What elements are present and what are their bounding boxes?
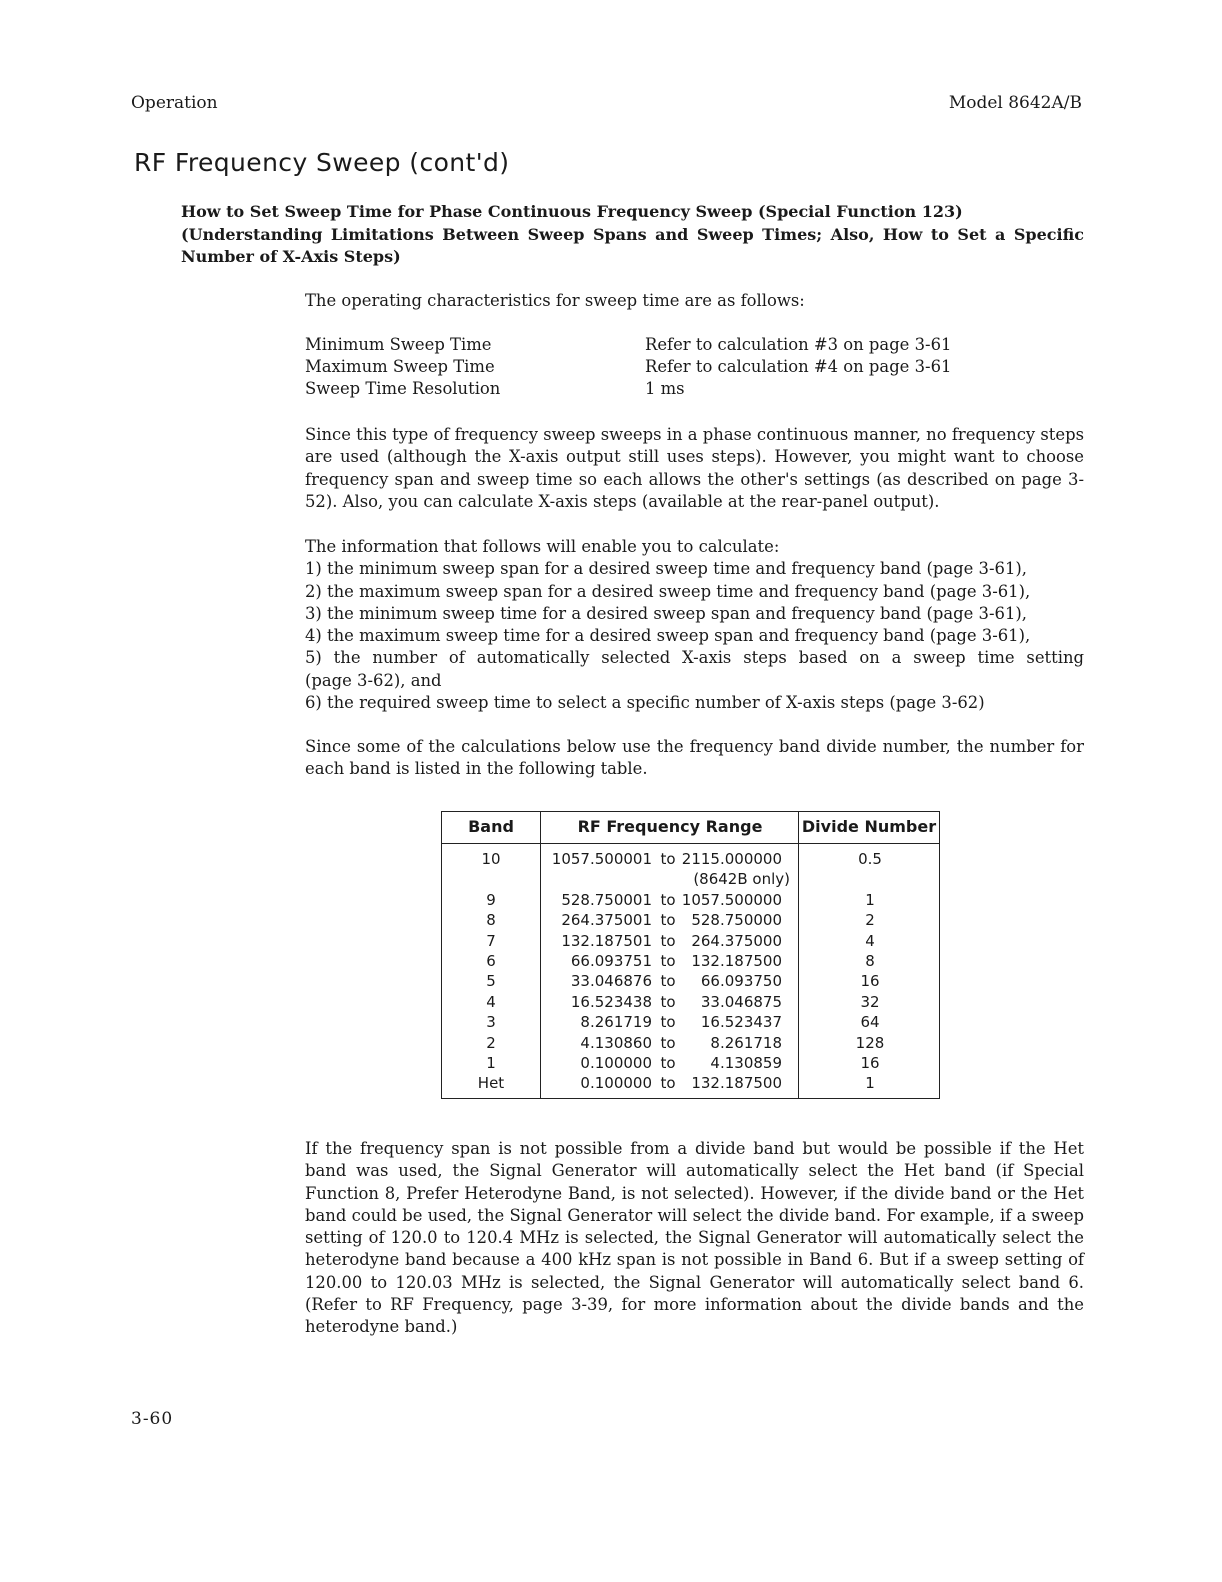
subheading	[181, 201, 1084, 269]
band-divide-table	[441, 811, 940, 1099]
range-to-cell: to	[660, 992, 676, 1011]
band-cell: 3	[486, 1013, 496, 1032]
divide-cell: 16	[860, 1054, 880, 1072]
band-cell: 6	[486, 952, 496, 970]
range-low-cell: 0.100000	[580, 1054, 652, 1072]
characteristic-label: Maximum Sweep Time	[305, 357, 495, 376]
table-header-row	[442, 812, 939, 844]
band-cell: 5	[486, 972, 496, 991]
table-row	[442, 1013, 939, 1033]
band-note: (8642B only)	[693, 870, 790, 889]
range-low-cell: 8.261719	[580, 1013, 652, 1032]
calculation-list	[305, 536, 1084, 714]
table-note-row	[442, 870, 939, 890]
range-high-cell: 132.187500	[691, 952, 782, 970]
characteristic-value: Refer to calculation #3 on page 3-61	[645, 335, 952, 354]
range-low-cell: 0.100000	[580, 1074, 652, 1093]
list-item: 5) the number of automatically selected X-axis steps based on a sweep time setting	[305, 648, 1084, 668]
range-low-cell: 66.093751	[570, 952, 652, 970]
divide-cell: 128	[855, 1033, 885, 1052]
column-header-band: Band	[468, 817, 514, 836]
table-row	[442, 891, 939, 911]
characteristic-row	[305, 379, 985, 401]
band-cell: 9	[486, 890, 496, 909]
band-cell: 2	[486, 1033, 496, 1052]
band-cell: 8	[486, 911, 496, 930]
range-low-cell: 33.046876	[570, 972, 652, 991]
range-high-cell: 33.046875	[700, 992, 782, 1011]
page-number: 3-60	[131, 1409, 174, 1429]
divide-cell: 0.5	[858, 850, 882, 868]
range-high-cell: 66.093750	[700, 972, 782, 991]
range-to-cell: to	[660, 911, 676, 930]
divide-cell: 1	[865, 1074, 875, 1093]
description-paragraph: Since this type of frequency sweep sweeps in a phase continuous manner, no frequency steps are used (although the X-axis output still uses steps). However, you might want to choose frequency span and sweep time so each allows the other's settings (as described on page 3-52). Also, you can calculate X-axis steps (available at the rear-panel output).	[305, 425, 1084, 511]
band-cell: 10	[481, 850, 501, 868]
range-to-cell: to	[660, 1054, 676, 1072]
subheading-line-2: (Understanding Limitations Between Sweep Spans and Sweep Times; Also, How to Set a Specific	[181, 224, 1084, 244]
page-title: RF Frequency Sweep (cont'd)	[134, 148, 510, 177]
column-header-divide: Divide Number	[801, 817, 937, 836]
characteristic-label: Sweep Time Resolution	[305, 379, 501, 398]
characteristic-row	[305, 335, 985, 357]
range-low-cell: 1057.500001	[551, 850, 652, 868]
table-row	[442, 1054, 939, 1074]
band-selection-paragraph: If the frequency span is not possible from a divide band but would be possible if the Het band was used, the Signal Generator will automatically select the Het band (if Special Function 8, Prefer Heterodyne Band, is not selected). However, if the divide band or the Het band could be used, the Signal Generator will select the divide band. For example, if a sweep setting of 120.0 to 120.4 MHz is selected, the Signal Generator will automatically select the heterodyne band because a 400 kHz span is not possible in Band 6. But if a sweep setting of 120.00 to 120.03 MHz is selected, the Signal Generator will automatically select band 6. (Refer to RF Frequency, page 3-39, for more information about the divide bands and the heterodyne band.)	[305, 1139, 1084, 1337]
band-cell: 4	[486, 992, 496, 1011]
list-item: (page 3-62), and	[305, 670, 442, 690]
range-low-cell: 132.187501	[561, 931, 652, 950]
range-to-cell: to	[660, 850, 676, 868]
band-cell: Het	[477, 1074, 505, 1093]
divide-cell: 2	[865, 911, 875, 930]
band-cell: 1	[486, 1054, 496, 1072]
table-row	[442, 932, 939, 952]
range-high-cell: 528.750000	[691, 911, 782, 930]
table-row	[442, 911, 939, 931]
range-low-cell: 264.375001	[561, 911, 652, 930]
header-section: Operation	[131, 93, 218, 113]
table-row	[442, 972, 939, 992]
characteristic-value: Refer to calculation #4 on page 3-61	[645, 357, 952, 376]
table-row	[442, 952, 939, 972]
list-item: 2) the maximum sweep span for a desired sweep time and frequency band (page 3-61),	[305, 581, 1031, 601]
calculation-list-intro: The information that follows will enable you to calculate:	[305, 537, 780, 556]
range-to-cell: to	[660, 1074, 676, 1093]
range-low-cell: 4.130860	[580, 1033, 652, 1052]
table-intro-paragraph: Since some of the calculations below use the frequency band divide number, the number for each band is listed in the following table.	[305, 737, 1084, 779]
range-to-cell: to	[660, 952, 676, 970]
characteristic-row	[305, 357, 985, 379]
header-model: Model 8642A/B	[948, 93, 1082, 113]
table-row	[442, 1074, 939, 1094]
subheading-line-1: How to Set Sweep Time for Phase Continuous Frequency Sweep (Special Function 123)	[181, 202, 963, 221]
list-item: 1) the minimum sweep span for a desired sweep time and frequency band (page 3-61),	[305, 559, 1027, 579]
divide-cell: 32	[860, 992, 880, 1011]
list-item: 4) the maximum sweep time for a desired sweep span and frequency band (page 3-61),	[305, 626, 1031, 646]
table-row	[442, 993, 939, 1013]
characteristic-value: 1 ms	[645, 379, 685, 398]
range-low-cell: 528.750001	[561, 890, 652, 909]
range-to-cell: to	[660, 972, 676, 991]
range-low-cell: 16.523438	[570, 992, 652, 1011]
range-high-cell: 4.130859	[710, 1054, 782, 1072]
range-to-cell: to	[660, 890, 676, 909]
range-high-cell: 132.187500	[691, 1074, 782, 1093]
range-high-cell: 8.261718	[710, 1033, 782, 1052]
intro-paragraph: The operating characteristics for sweep time are as follows:	[305, 291, 805, 310]
divide-cell: 8	[865, 952, 875, 970]
list-item: 3) the minimum sweep time for a desired sweep span and frequency band (page 3-61),	[305, 603, 1027, 623]
divide-cell: 64	[860, 1013, 880, 1032]
range-high-cell: 16.523437	[700, 1013, 782, 1032]
band-cell: 7	[486, 931, 496, 950]
range-high-cell: 264.375000	[691, 931, 782, 950]
table-row	[442, 1034, 939, 1054]
divide-cell: 4	[865, 931, 875, 950]
range-to-cell: to	[660, 1033, 676, 1052]
column-header-range: RF Frequency Range	[577, 817, 763, 836]
range-to-cell: to	[660, 931, 676, 950]
characteristic-label: Minimum Sweep Time	[305, 335, 492, 354]
range-high-cell: 1057.500000	[681, 890, 782, 909]
divide-cell: 1	[865, 890, 875, 909]
divide-cell: 16	[860, 972, 880, 991]
subheading-line-3: Number of X-Axis Steps)	[181, 247, 401, 266]
range-high-cell: 2115.000000	[681, 850, 782, 868]
table-row	[442, 850, 939, 870]
range-to-cell: to	[660, 1013, 676, 1032]
list-item: 6) the required sweep time to select a specific number of X-axis steps (page 3-62)	[305, 693, 985, 713]
